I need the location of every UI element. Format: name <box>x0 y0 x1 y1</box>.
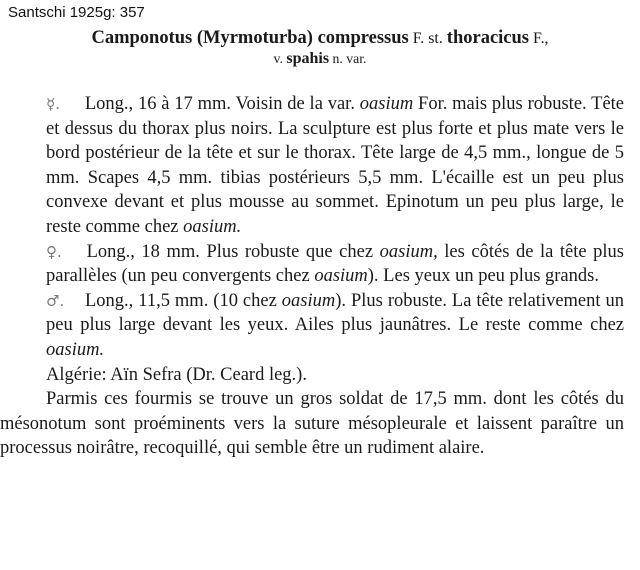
taxon-author: F., <box>529 30 549 47</box>
male-italic-b: oasium. <box>46 339 105 360</box>
worker-text-b: For. mais plus robuste. Tête et dessus du thorax plus noirs. La sculpture est plus forte et plus mate vers le bord postérieur de la tête et sur le thorax. Tête large de 4,5 mm., longue de 5 mm. Scapes 4,5 mm. tibias postérieurs 5,5 mm. L'écaille est un peu plus convexe devant et plus mousse au sommet. Epinotum un peu plus large, le reste comme chez <box>46 94 625 237</box>
worker-symbol-icon: ☿. <box>46 95 60 113</box>
taxon-subspecies: thoracicus <box>446 28 530 48</box>
locality-paragraph <box>46 363 624 388</box>
female-text-a: Long., 18 mm. Plus robuste que chez <box>86 241 380 262</box>
taxon-name: Camponotus (Myrmoturba) compressus <box>91 28 409 48</box>
male-italic-a: oasium <box>281 290 336 311</box>
taxon-title-line-2 <box>0 50 640 68</box>
male-text-a: Long., 11,5 mm. (10 chez <box>84 290 282 311</box>
female-italic-b: oasium <box>314 266 368 287</box>
worker-paragraph <box>46 92 624 240</box>
worker-italic-b: oasium. <box>183 216 242 237</box>
female-paragraph <box>46 240 624 289</box>
taxon-variety: spahis <box>286 50 330 67</box>
worker-text-a: Long., 16 à 17 mm. Voisin de la var. <box>84 94 360 114</box>
description-body <box>0 92 625 461</box>
female-text-c: ). Les yeux un peu plus grands. <box>367 266 599 287</box>
remark-text: Parmis ces fourmis se trouve un gros soldat de 17,5 mm. dont les côtés du mésonotum sont proéminents vers la suture mésopleurale et laissent paraître un processus noirâtre, recoquillé, qui semble être un rudiment alaire. <box>0 389 624 459</box>
taxon-rank-st: F. st. <box>408 30 447 47</box>
worker-italic-a: oasium <box>359 94 414 114</box>
female-text-b: les côtés de la tête plus parallèles (un peu convergents chez <box>46 241 625 287</box>
male-paragraph <box>46 289 624 363</box>
locality-text: Algérie: Aïn Sefra (Dr. Ceard leg.). <box>46 364 307 385</box>
male-symbol-icon: ♂. <box>46 291 65 310</box>
female-italic-a: oasium, <box>379 241 438 262</box>
remark-paragraph <box>0 387 624 461</box>
citation-label: Santschi 1925g: 357 <box>8 4 145 21</box>
male-text-b: ). Plus robuste. La tête relativement un peu plus large devant les yeux. Ailes plus jaunâtres. Le reste comme chez <box>46 290 625 336</box>
taxon-title-line-1 <box>0 28 640 49</box>
taxon-novelty: n. var. <box>329 51 367 66</box>
taxon-rank-v: v. <box>273 51 287 66</box>
female-symbol-icon: ♀. <box>46 242 62 261</box>
